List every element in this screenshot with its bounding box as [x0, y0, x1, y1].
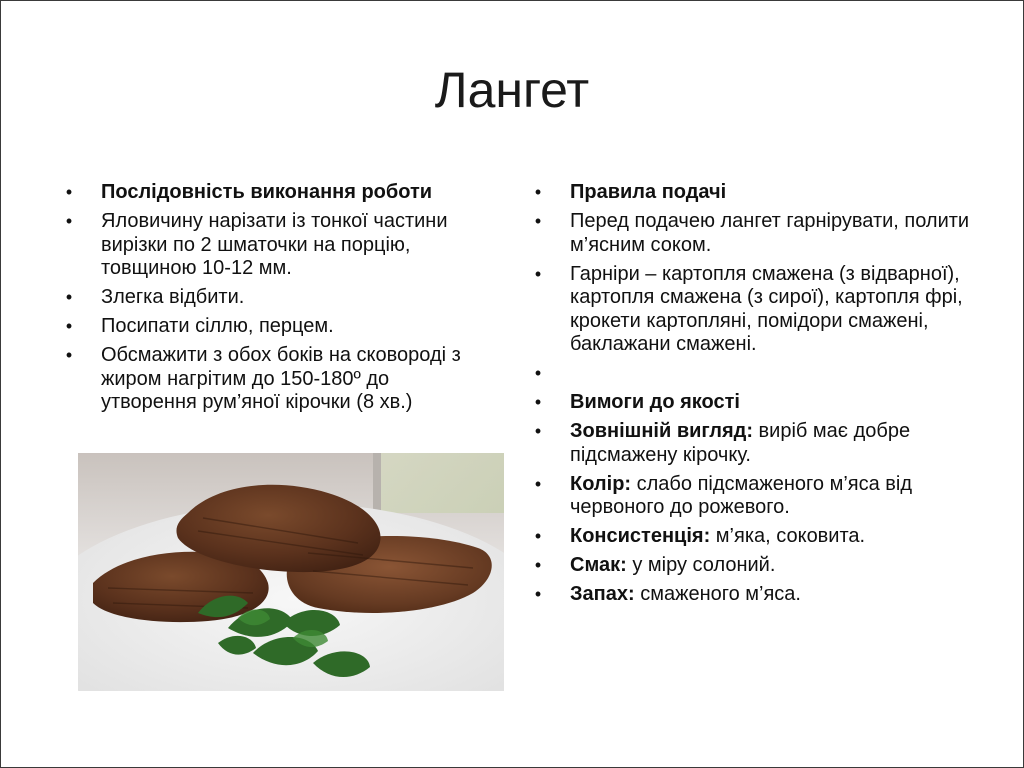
serving-text: Перед подачею лангет гарнірувати, полити м’ясним соком. — [570, 210, 970, 256]
quality-label: Смак: — [570, 554, 627, 576]
quality-label: Колір: — [570, 472, 632, 495]
step-text: Яловичину нарізати із тонкої частини вирізки по 2 шматочки на порцію, товщиною 10-12 мм. — [101, 210, 448, 279]
list-item — [528, 263, 978, 357]
list-item — [528, 391, 978, 415]
quality-text: у міру солоний. — [626, 554, 776, 576]
bullet-icon: • — [65, 211, 73, 231]
bullet-icon: • — [534, 211, 542, 231]
list-item — [528, 583, 978, 607]
step-text: Посипати сіллю, перцем. — [101, 315, 334, 337]
list-item — [528, 473, 978, 520]
slide-title: Лангет — [434, 62, 590, 118]
bullet-icon: • — [65, 287, 73, 307]
bullet-icon: • — [534, 182, 542, 202]
quality-label: Запах: — [570, 583, 635, 605]
serving-text: Гарніри – картопля смажена (з відварної), картопля смажена (з сирої), картопля фрі, крокети картопляні, помідори смажені, баклажани смажені. — [570, 262, 963, 355]
list-item — [528, 554, 978, 578]
list-item — [528, 210, 978, 257]
left-heading: Послідовність виконання роботи — [101, 181, 433, 203]
list-item — [59, 344, 479, 415]
bullet-icon: • — [534, 392, 542, 412]
list-item — [59, 181, 479, 205]
bullet-icon: • — [534, 555, 542, 575]
bullet-icon: • — [65, 316, 73, 336]
bullet-icon: • — [65, 182, 73, 202]
bullet-icon: • — [534, 421, 542, 441]
langet-photo — [78, 453, 504, 691]
list-item — [528, 362, 978, 386]
serving-heading: Правила подачі — [570, 181, 727, 203]
list-item — [528, 525, 978, 549]
list-item — [528, 181, 978, 205]
right-bullet-list — [528, 181, 978, 612]
quality-heading: Вимоги до якості — [570, 391, 740, 413]
list-item — [59, 315, 479, 339]
list-item — [59, 286, 479, 310]
bullet-icon: • — [534, 526, 542, 546]
langet-photo-illustration — [78, 453, 504, 691]
bullet-icon: • — [534, 263, 542, 284]
quality-text: слабо підсмаженого м’яса від червоного до рожевого. — [570, 472, 913, 518]
step-text: Обсмажити з обох боків на сковороді з жиром нагрітим до 150-180º до утворення рум’яної кірочки (8 хв.) — [101, 344, 461, 413]
quality-label: Консистенція: — [570, 525, 711, 547]
bullet-icon: • — [534, 584, 542, 604]
step-text: Злегка відбити. — [101, 286, 245, 308]
quality-text: м’яка, соковита. — [710, 525, 866, 547]
bullet-icon: • — [65, 345, 73, 365]
quality-text: смаженого м’яса. — [634, 583, 801, 605]
bullet-icon: • — [534, 473, 542, 494]
list-item — [528, 420, 978, 467]
left-bullet-list — [59, 181, 479, 420]
list-item — [59, 210, 479, 281]
quality-label: Зовнішній вигляд: — [570, 420, 753, 442]
bullet-icon: • — [534, 363, 542, 383]
quality-text: виріб має добре підсмажену кірочку. — [570, 420, 911, 466]
